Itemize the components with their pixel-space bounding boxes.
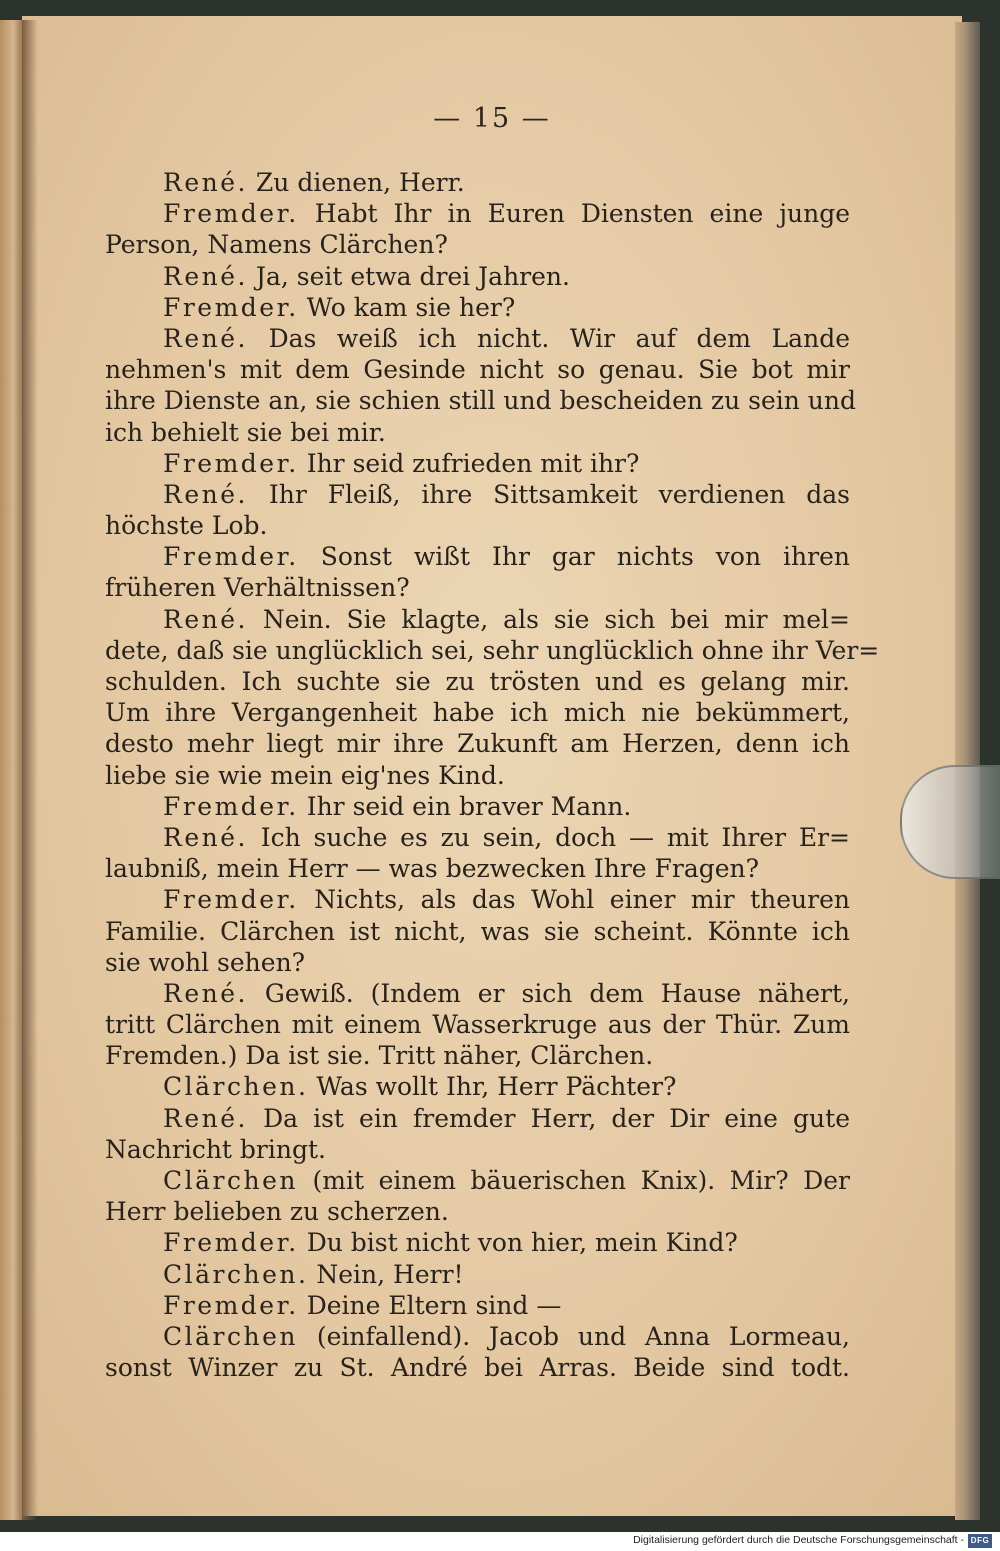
line-text: liebe sie wie mein eig'nes Kind.	[105, 760, 505, 790]
speaker-name: René.	[163, 261, 248, 291]
speaker-name: Clärchen.	[163, 1259, 309, 1289]
line-text: Ihr seid zufrieden mit ihr?	[306, 448, 640, 478]
text-line	[105, 229, 850, 260]
line-text: Deine Eltern sind —	[306, 1290, 562, 1320]
text-line	[105, 1227, 850, 1258]
speaker-name: René.	[163, 323, 248, 353]
line-text: Nichts, als das Wohl einer mir theuren	[314, 885, 850, 915]
line-text: ich behielt sie bei mir.	[105, 417, 386, 447]
text-line	[105, 1134, 850, 1165]
speaker-name: René.	[163, 1103, 248, 1133]
line-text: Du bist nicht von hier, mein Kind?	[306, 1228, 738, 1258]
text-line	[105, 354, 850, 385]
speaker-name: Fremder.	[163, 1228, 299, 1258]
text-line	[105, 1352, 850, 1383]
line-text: (einfallend). Jacob und Anna Lormeau,	[316, 1321, 850, 1351]
line-text: sie wohl sehen?	[105, 947, 306, 977]
line-text: Person, Namens Clärchen?	[105, 230, 448, 260]
line-text: Nein. Sie klagte, als sie sich bei mir mel=	[262, 604, 850, 634]
page-number: — 15 —	[433, 103, 551, 134]
text-line	[105, 479, 850, 510]
speaker-name: Fremder.	[163, 885, 299, 915]
text-line	[105, 884, 850, 915]
speaker-name: René.	[163, 604, 248, 634]
speaker-name: René.	[163, 479, 248, 509]
speaker-name: Fremder.	[163, 199, 299, 229]
text-line	[105, 1321, 850, 1352]
speaker-name: Clärchen	[163, 1321, 298, 1351]
text-line	[105, 666, 850, 697]
footer-credit: Digitalisierung gefördert durch die Deutsche Forschungsgemeinschaft -	[633, 1534, 964, 1546]
speaker-name: René.	[163, 822, 248, 852]
line-text: Ihr seid ein braver Mann.	[306, 791, 632, 821]
text-line	[105, 916, 850, 947]
left-page-edge	[0, 20, 22, 1520]
speaker-name: René.	[163, 978, 248, 1008]
text-line	[105, 292, 850, 323]
text-line	[105, 323, 850, 354]
text-line	[105, 1196, 850, 1227]
line-text: Herr belieben zu scherzen.	[105, 1197, 449, 1227]
line-text: ihre Dienste an, sie schien still und bescheiden zu sein und	[105, 386, 857, 416]
line-text: Was wollt Ihr, Herr Pächter?	[316, 1072, 677, 1102]
line-text: Familie. Clärchen ist nicht, was sie scheint. Könnte ich	[105, 916, 850, 946]
speaker-name: Fremder.	[163, 791, 299, 821]
text-line	[105, 1259, 850, 1290]
line-text: desto mehr liegt mir ihre Zukunft am Herzen, denn ich	[105, 729, 850, 759]
speaker-name: Clärchen	[163, 1166, 298, 1195]
text-line	[105, 791, 850, 822]
text-line	[105, 385, 857, 416]
speaker-name: Fremder.	[163, 1290, 299, 1320]
line-text: Sonst wißt Ihr gar nichts von ihren	[320, 542, 850, 572]
dfg-logo: DFG	[968, 1534, 992, 1548]
speaker-name: Clärchen.	[163, 1072, 309, 1102]
spine-shadow	[22, 20, 38, 1520]
line-text: früheren Verhältnissen?	[105, 573, 410, 603]
text-line	[105, 728, 850, 759]
line-text: Ja, seit etwa drei Jahren.	[255, 261, 570, 291]
line-text: Zu dienen, Herr.	[255, 168, 465, 197]
text-line	[105, 697, 850, 728]
line-text: tritt Clärchen mit einem Wasserkruge aus der Thür. Zum	[105, 1010, 850, 1040]
line-text: höchste Lob.	[105, 511, 268, 541]
line-text: Wo kam sie her?	[306, 292, 516, 322]
speaker-name: Fremder.	[163, 292, 299, 322]
text-line	[105, 1103, 850, 1134]
line-text: Habt Ihr in Euren Diensten eine junge	[314, 199, 851, 229]
line-text: Da ist ein fremder Herr, der Dir eine gute	[263, 1103, 850, 1133]
line-text: Ich suche es zu sein, doch — mit Ihrer Er=	[260, 822, 850, 852]
text-line	[105, 510, 850, 541]
line-text: Ihr Fleiß, ihre Sittsamkeit verdienen das	[268, 479, 850, 509]
speaker-name: Fremder.	[163, 448, 299, 478]
line-text: laubniß, mein Herr — was bezwecken Ihre Fragen?	[105, 854, 760, 884]
page-clip	[900, 765, 1000, 879]
text-line	[105, 635, 880, 666]
text-line	[105, 167, 850, 198]
text-line	[105, 198, 850, 229]
text-line	[105, 417, 850, 448]
speaker-name: René.	[163, 168, 248, 197]
text-line	[105, 572, 850, 603]
text-line	[105, 448, 850, 479]
text-line	[105, 261, 850, 292]
line-text: schulden. Ich suchte sie zu trösten und es gelang mir.	[105, 667, 850, 696]
line-text: dete, daß sie unglücklich sei, sehr unglücklich ohne ihr Ver=	[105, 635, 880, 665]
text-line	[105, 1165, 850, 1196]
body-text	[105, 167, 880, 1383]
text-line	[105, 1009, 850, 1040]
line-text: (mit einem bäuerischen Knix). Mir? Der	[312, 1166, 850, 1195]
text-line	[105, 760, 850, 791]
line-text: Fremden.) Da ist sie. Tritt näher, Clärchen.	[105, 1041, 654, 1071]
text-line	[105, 978, 850, 1009]
line-text: Um ihre Vergangenheit habe ich mich nie bekümmert,	[105, 698, 850, 728]
line-text: Nein, Herr!	[316, 1259, 464, 1289]
line-text: Gewiß. (Indem er sich dem Hause nähert,	[264, 978, 850, 1008]
text-line	[105, 853, 850, 884]
line-text: nehmen's mit dem Gesinde nicht so genau. Sie bot mir	[105, 355, 850, 385]
text-line	[105, 1071, 850, 1102]
text-line	[105, 541, 850, 572]
text-line	[105, 1290, 850, 1321]
line-text: Nachricht bringt.	[105, 1134, 326, 1164]
text-line	[105, 604, 850, 635]
text-line	[105, 947, 850, 978]
speaker-name: Fremder.	[163, 542, 299, 572]
line-text: Das weiß ich nicht. Wir auf dem Lande	[268, 323, 850, 353]
line-text: sonst Winzer zu St. André bei Arras. Beide sind todt.	[105, 1353, 850, 1383]
text-line	[105, 1040, 850, 1071]
text-line	[105, 822, 850, 853]
